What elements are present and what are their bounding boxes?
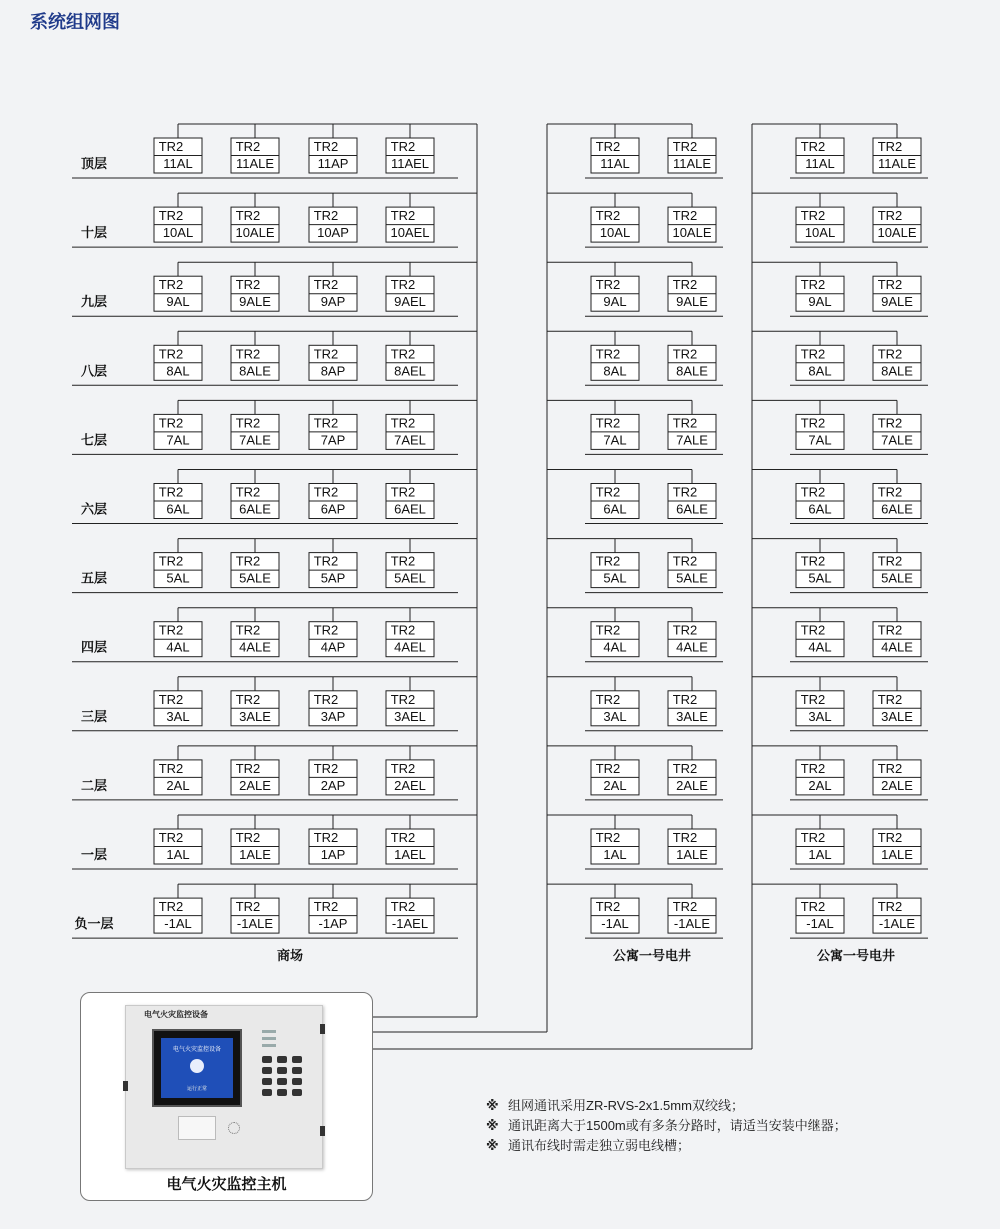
module-id-label: 7AL: [808, 432, 832, 448]
module-id-label: 1AL: [166, 847, 190, 862]
module-id-label: 10AL: [162, 225, 194, 241]
floor-label: 三层: [80, 708, 108, 724]
module-type-label: TR2: [595, 622, 621, 638]
module-type-label: TR2: [390, 760, 416, 776]
module-type-label: TR2: [313, 553, 339, 569]
device-screen-status: 运行正常: [186, 1086, 207, 1092]
keypad-key: [277, 1078, 287, 1085]
module-type-label: TR2: [235, 277, 261, 293]
module-id-label: 7AP: [320, 432, 346, 448]
group-label: 商场: [276, 948, 304, 963]
module-type-label: TR2: [672, 139, 698, 154]
module-id-label: 6AP: [320, 501, 346, 517]
module-type-label: TR2: [595, 899, 621, 915]
module-type-label: TR2: [672, 760, 698, 776]
device-screen-display: [161, 1038, 233, 1098]
module-id-label: 11ALE: [672, 156, 712, 171]
module-id-label: 8AL: [808, 363, 832, 379]
module-id-label: 2ALE: [239, 777, 271, 793]
module-type-label: TR2: [672, 346, 698, 362]
module-id-label: 3ALE: [881, 708, 913, 724]
module-id-label: 11AL: [805, 156, 835, 171]
module-id-label: 9AP: [320, 294, 346, 310]
module-type-label: TR2: [800, 830, 826, 845]
host-device-panel: [80, 992, 373, 1201]
note-mark: ※: [486, 1118, 499, 1133]
module-id-label: 5ALE: [881, 570, 913, 586]
notes-list: [486, 1096, 847, 1156]
module-id-label: 9AEL: [394, 294, 426, 310]
module-type-label: TR2: [877, 346, 903, 362]
module-id-label: 11AP: [317, 156, 349, 171]
module-type-label: TR2: [158, 277, 184, 293]
hinge-icon: [123, 1081, 128, 1091]
module-id-label: 4AL: [166, 639, 190, 655]
module-id-label: 2ALE: [881, 777, 913, 793]
module-id-label: 1AL: [808, 847, 832, 862]
speaker-icon: [228, 1122, 240, 1134]
floor-label: 一层: [80, 847, 108, 862]
module-type-label: TR2: [800, 346, 826, 362]
module-id-label: 8ALE: [676, 363, 708, 379]
module-type-label: TR2: [877, 899, 903, 915]
module-type-label: TR2: [313, 208, 339, 224]
indicator-led: [262, 1044, 276, 1047]
module-type-label: TR2: [595, 415, 621, 431]
module-id-label: 8AL: [166, 363, 190, 379]
module-type-label: TR2: [672, 484, 698, 500]
module-id-label: 3AP: [320, 708, 346, 724]
module-id-label: 1ALE: [881, 847, 913, 862]
module-type-label: TR2: [313, 899, 339, 915]
device-screen-text: 电气火灾监控设备: [172, 1047, 221, 1053]
module-type-label: TR2: [158, 899, 184, 915]
floor-label: 十层: [80, 225, 108, 241]
module-id-label: 9AL: [603, 294, 627, 310]
module-type-label: TR2: [595, 760, 621, 776]
module-type-label: TR2: [235, 346, 261, 362]
keypad-key: [262, 1078, 272, 1085]
module-id-label: 4AL: [603, 639, 627, 655]
module-id-label: 5ALE: [239, 570, 271, 586]
logo-icon: [190, 1059, 204, 1073]
module-type-label: TR2: [313, 139, 339, 154]
module-type-label: TR2: [158, 346, 184, 362]
note-text: 通讯布线时需走独立弱电线槽；: [508, 1138, 691, 1153]
module-id-label: 7AL: [166, 432, 190, 448]
module-type-label: TR2: [800, 208, 826, 224]
floor-label: 四层: [80, 639, 108, 655]
module-type-label: TR2: [595, 553, 621, 569]
module-type-label: TR2: [877, 415, 903, 431]
module-id-label: 3AL: [166, 708, 190, 724]
module-type-label: TR2: [672, 830, 698, 845]
module-id-label: -1AP: [318, 916, 348, 932]
module-type-label: TR2: [390, 691, 416, 707]
module-type-label: TR2: [877, 553, 903, 569]
module-type-label: TR2: [390, 830, 416, 845]
module-type-label: TR2: [672, 691, 698, 707]
module-id-label: 9AL: [166, 294, 190, 310]
floor-label: 顶层: [80, 156, 108, 171]
module-id-label: -1AL: [806, 916, 834, 932]
module-type-label: TR2: [158, 830, 184, 845]
keypad-key: [292, 1078, 302, 1085]
module-type-label: TR2: [672, 277, 698, 293]
module-type-label: TR2: [313, 691, 339, 707]
module-id-label: 2AL: [808, 777, 832, 793]
module-id-label: 11ALE: [877, 156, 917, 171]
floor-label: 八层: [80, 363, 108, 379]
module-id-label: 6ALE: [881, 501, 913, 517]
module-id-label: 4ALE: [239, 639, 271, 655]
module-type-label: TR2: [877, 691, 903, 707]
module-id-label: 5AEL: [394, 570, 426, 586]
module-id-label: 1ALE: [676, 847, 708, 862]
module-id-label: 1AEL: [394, 847, 426, 862]
module-id-label: 3AL: [808, 708, 832, 724]
module-id-label: 7ALE: [676, 432, 708, 448]
module-id-label: 6ALE: [676, 501, 708, 517]
keypad-key: [262, 1056, 272, 1063]
module-type-label: TR2: [235, 830, 261, 845]
module-id-label: 5ALE: [676, 570, 708, 586]
module-id-label: 9AL: [808, 294, 832, 310]
module-type-label: TR2: [672, 553, 698, 569]
module-id-label: 10AL: [804, 225, 836, 241]
module-id-label: 5AP: [320, 570, 346, 586]
module-type-label: TR2: [158, 760, 184, 776]
device-keypad: [258, 1028, 310, 1098]
note-text: 组网通讯采用ZR-RVS-2x1.5mm双绞线；: [508, 1098, 744, 1113]
module-id-label: 3AEL: [394, 708, 426, 724]
module-type-label: TR2: [672, 208, 698, 224]
module-type-label: TR2: [390, 415, 416, 431]
module-type-label: TR2: [158, 139, 184, 154]
keypad-key: [292, 1089, 302, 1096]
module-id-label: -1ALE: [673, 916, 711, 932]
module-id-label: 11ALE: [235, 156, 275, 171]
module-type-label: TR2: [672, 899, 698, 915]
device-screen: [152, 1029, 242, 1107]
module-type-label: TR2: [800, 553, 826, 569]
module-id-label: 11AL: [163, 156, 193, 171]
note-mark: ※: [486, 1098, 499, 1113]
keypad-key: [277, 1089, 287, 1096]
module-id-label: 4AL: [808, 639, 832, 655]
module-type-label: TR2: [595, 139, 621, 154]
group-label: 公寓一号电井: [612, 948, 692, 963]
module-type-label: TR2: [390, 899, 416, 915]
module-type-label: TR2: [595, 277, 621, 293]
module-type-label: TR2: [877, 830, 903, 845]
module-type-label: TR2: [595, 830, 621, 845]
module-type-label: TR2: [390, 622, 416, 638]
note-mark: ※: [486, 1138, 499, 1153]
module-id-label: 10ALE: [877, 225, 917, 241]
module-type-label: TR2: [235, 622, 261, 638]
module-type-label: TR2: [390, 484, 416, 500]
module-type-label: TR2: [313, 484, 339, 500]
module-id-label: 8AEL: [394, 363, 426, 379]
module-id-label: 7ALE: [239, 432, 271, 448]
module-type-label: TR2: [877, 208, 903, 224]
module-type-label: TR2: [313, 277, 339, 293]
module-id-label: 8ALE: [881, 363, 913, 379]
module-type-label: TR2: [390, 346, 416, 362]
module-id-label: 2AEL: [394, 777, 426, 793]
module-type-label: TR2: [390, 553, 416, 569]
floor-label: 负一层: [74, 916, 114, 932]
keypad-key: [262, 1089, 272, 1096]
module-type-label: TR2: [235, 484, 261, 500]
group-label: 公寓一号电井: [816, 948, 896, 963]
note-item: [486, 1116, 847, 1136]
module-id-label: 8AP: [320, 363, 346, 379]
note-text: 通讯距离大于1500m或有多条分路时，请适当安装中继器；: [508, 1118, 847, 1133]
module-id-label: 6AL: [603, 501, 627, 517]
module-id-label: 7ALE: [881, 432, 913, 448]
module-type-label: TR2: [595, 691, 621, 707]
module-type-label: TR2: [800, 415, 826, 431]
module-id-label: 2ALE: [676, 777, 708, 793]
module-id-label: 5AL: [603, 570, 627, 586]
note-item: [486, 1096, 847, 1116]
module-type-label: TR2: [313, 830, 339, 845]
keypad-key: [292, 1067, 302, 1074]
module-type-label: TR2: [800, 277, 826, 293]
module-id-label: -1AL: [601, 916, 629, 932]
module-id-label: 1ALE: [239, 847, 271, 862]
module-type-label: TR2: [235, 553, 261, 569]
module-type-label: TR2: [800, 760, 826, 776]
floor-label: 七层: [80, 432, 108, 448]
keypad-key: [277, 1067, 287, 1074]
module-type-label: TR2: [672, 415, 698, 431]
module-id-label: 11AL: [600, 156, 630, 171]
module-id-label: 9ALE: [881, 294, 913, 310]
hinge-icon: [320, 1126, 325, 1136]
module-id-label: 10ALE: [672, 225, 712, 241]
module-id-label: 5AL: [166, 570, 190, 586]
module-id-label: 1AL: [603, 847, 627, 862]
module-type-label: TR2: [313, 346, 339, 362]
module-id-label: 2AL: [166, 777, 190, 793]
module-id-label: 4ALE: [881, 639, 913, 655]
module-type-label: TR2: [800, 622, 826, 638]
module-id-label: 4AEL: [394, 639, 426, 655]
module-id-label: 8ALE: [239, 363, 271, 379]
module-type-label: TR2: [877, 277, 903, 293]
module-type-label: TR2: [313, 415, 339, 431]
module-type-label: TR2: [158, 484, 184, 500]
page-title: 系统组网图: [30, 12, 120, 32]
module-id-label: 3ALE: [676, 708, 708, 724]
module-type-label: TR2: [800, 691, 826, 707]
module-id-label: 7AEL: [394, 432, 426, 448]
module-id-label: 5AL: [808, 570, 832, 586]
hinge-icon: [320, 1024, 325, 1034]
module-type-label: TR2: [158, 622, 184, 638]
device-caption: 电气火灾监控主机: [166, 1176, 287, 1193]
indicator-led: [262, 1037, 276, 1040]
module-type-label: TR2: [877, 484, 903, 500]
module-type-label: TR2: [235, 899, 261, 915]
module-id-label: 6AL: [166, 501, 190, 517]
device-panel-title: 电气火灾监控设备: [144, 1010, 208, 1019]
module-id-label: 9ALE: [239, 294, 271, 310]
module-type-label: TR2: [235, 415, 261, 431]
module-type-label: TR2: [313, 622, 339, 638]
printer-slot: [178, 1116, 216, 1140]
floor-label: 二层: [80, 777, 108, 793]
module-id-label: 10AEL: [390, 225, 430, 241]
module-type-label: TR2: [595, 346, 621, 362]
module-type-label: TR2: [158, 691, 184, 707]
module-id-label: 4ALE: [676, 639, 708, 655]
module-type-label: TR2: [313, 760, 339, 776]
module-id-label: -1AEL: [391, 916, 429, 932]
module-type-label: TR2: [877, 760, 903, 776]
module-id-label: 3ALE: [239, 708, 271, 724]
keypad-key: [292, 1056, 302, 1063]
module-id-label: 9ALE: [676, 294, 708, 310]
indicator-led: [262, 1030, 276, 1033]
module-id-label: 10AP: [317, 225, 349, 241]
module-id-label: 2AP: [320, 777, 346, 793]
module-id-label: 2AL: [603, 777, 627, 793]
module-id-label: 1AP: [320, 847, 346, 862]
module-type-label: TR2: [877, 139, 903, 154]
module-type-label: TR2: [595, 484, 621, 500]
module-type-label: TR2: [235, 208, 261, 224]
module-id-label: 7AL: [603, 432, 627, 448]
module-id-label: 10AL: [599, 225, 631, 241]
module-type-label: TR2: [595, 208, 621, 224]
module-id-label: 6AEL: [394, 501, 426, 517]
keypad-key: [262, 1067, 272, 1074]
floor-label: 九层: [80, 294, 108, 310]
module-type-label: TR2: [158, 208, 184, 224]
module-type-label: TR2: [672, 622, 698, 638]
module-id-label: -1ALE: [236, 916, 274, 932]
module-id-label: 3AL: [603, 708, 627, 724]
module-id-label: -1ALE: [878, 916, 916, 932]
module-type-label: TR2: [390, 139, 416, 154]
module-type-label: TR2: [800, 139, 826, 154]
module-type-label: TR2: [877, 622, 903, 638]
module-type-label: TR2: [800, 484, 826, 500]
module-id-label: 4AP: [320, 639, 346, 655]
module-type-label: TR2: [235, 139, 261, 154]
module-id-label: -1AL: [164, 916, 192, 932]
module-id-label: 8AL: [603, 363, 627, 379]
host-device-image: [125, 1005, 323, 1169]
module-type-label: TR2: [158, 553, 184, 569]
module-type-label: TR2: [390, 208, 416, 224]
module-type-label: TR2: [158, 415, 184, 431]
module-type-label: TR2: [390, 277, 416, 293]
keypad-key: [277, 1056, 287, 1063]
module-type-label: TR2: [235, 760, 261, 776]
floor-label: 六层: [80, 501, 108, 517]
note-item: [486, 1136, 847, 1156]
module-id-label: 10ALE: [235, 225, 275, 241]
floor-label: 五层: [80, 570, 108, 586]
module-id-label: 6ALE: [239, 501, 271, 517]
module-id-label: 6AL: [808, 501, 832, 517]
module-id-label: 11AEL: [390, 156, 430, 171]
module-type-label: TR2: [800, 899, 826, 915]
module-type-label: TR2: [235, 691, 261, 707]
